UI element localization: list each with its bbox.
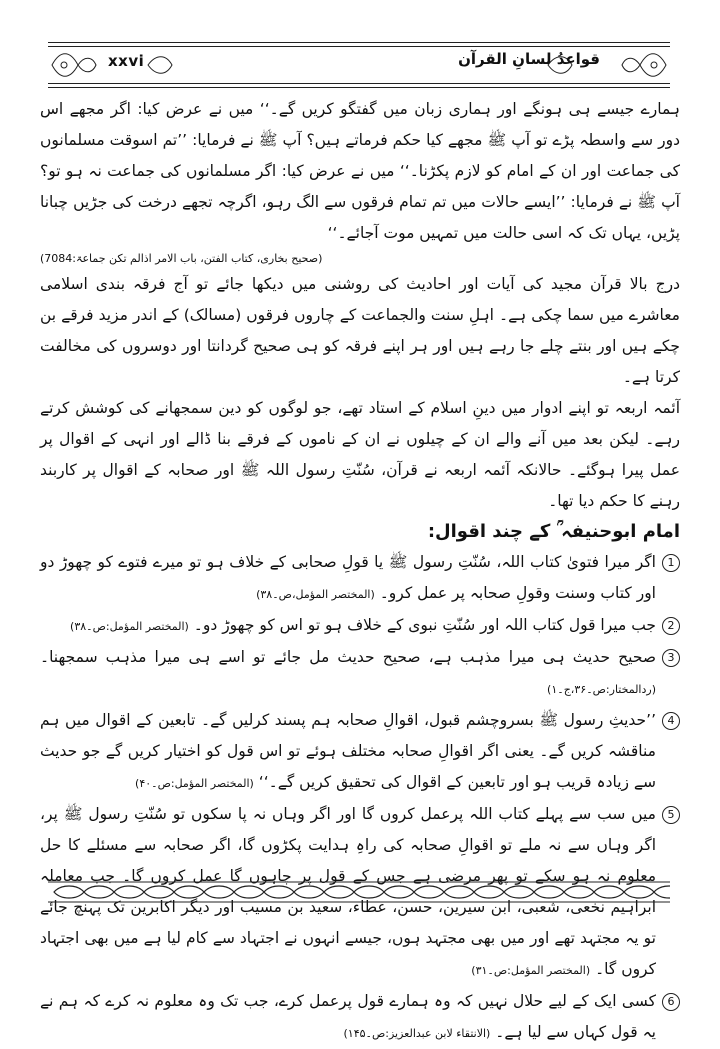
quote-reference: (الانتقاء لابن عبدالعزیز:ص۔۱۴۵) (343, 1027, 491, 1040)
book-title: قواعدُ لسانِ القرآن (458, 50, 600, 68)
quote-item (40, 547, 680, 610)
paragraph: آئمہ اربعہ تو اپنے ادوار میں دینِ اسلام کے استاد تھے، جو لوگوں کو دین سمجھانے کی کوشش کرتے رہے۔ لیکن بعد میں آنے والے ان کے چیلوں نے ان کے ناموں کے فرقے بنا ڈالے اور انہی کے اقوال پر عمل پیرا ہوگئے۔ حالانکہ آئمہ اربعہ نے قرآن، سُنّتِ رسول اللہ ﷺ اور صحابہ کے اقوال پر کاربند رہنے کا حکم دیا تھا۔ (40, 399, 680, 510)
paragraph: ہمارے جیسے ہی ہونگے اور ہماری زبان میں گفتگو کریں گے۔‘‘ میں نے عرض کیا: اگر مجھے اس دور سے واسطہ پڑے تو آپ ﷺ مجھے کیا حکم فرماتے ہیں؟ آپ ﷺ نے فرمایا: ’’تم اسوقت مسلمانوں کی جماعت اور ان کے امام کو لازم پکڑنا۔‘‘ میں نے عرض کیا: اگر مسلمانوں کی جماعت نہ ہو تو؟ آپ ﷺ نے فرمایا: ’’ایسے حالات میں تم تمام فرقوں سے الگ رہو، اگرچہ تجھے درخت کی جڑیں چبانا پڑیں، یہاں تک کہ اسی حالت میں تمہیں موت آجائے۔‘‘ (40, 100, 680, 242)
quote-text: کسی ایک کے لیے حلال نہیں کہ وہ ہمارے قول پرعمل کرے، جب تک وہ معلوم نہ کرے کہ ہم نے یہ قول کہاں سے لیا ہے۔ (40, 992, 656, 1041)
chain-link (144, 886, 174, 898)
quote-reference: (المختصر المؤمل:ص۔۴۰) (135, 777, 254, 790)
chain-link (564, 886, 594, 898)
chain-link (54, 886, 84, 898)
quote-text: ’’حدیثِ رسول ﷺ بسروچشم قبول، اقوالِ صحابہ ہم پسند کرلیں گے۔ تابعین کے اقوال میں ہم مناقشہ کریں گے۔ یعنی اگر اقوالِ صحابہ مختلف ہوئے تو اس قول کو اختیار کریں گے جو حدیث سے زیادہ قریب ہو اور تابعین کے اقوال کی تحقیق کریں گے۔‘‘ (40, 711, 656, 791)
chain-link (264, 886, 294, 898)
footer-ornament (48, 878, 670, 906)
chain-link (354, 886, 384, 898)
chain-link (174, 886, 204, 898)
chain-link (384, 886, 414, 898)
chain-link (414, 886, 444, 898)
page-number: xxvi (108, 52, 145, 70)
circled-number: 4 (662, 712, 680, 730)
quote-text: جب میرا قول کتاب اللہ اور سُنّتِ نبوی کے خلاف ہو تو اس کو چھوڑ دو۔ (193, 616, 656, 634)
chain-link (204, 886, 234, 898)
chain-link (594, 886, 624, 898)
page-header (48, 40, 670, 90)
quote-item (40, 986, 680, 1049)
quote-text: میں سب سے پہلے کتاب اللہ پرعمل کروں گا اور اگر وہاں نہ پا سکوں تو سُنّتِ رسول ﷺ پر، اگر وہاں سے نہ ملے تو اقوالِ صحابہ کی راہِ ہدایت پکڑوں گا، اگر صحابہ سے مسئلے کا حل معلوم نہ ہو سکے تو پھر مرضی ہے جس کے قول پر چاہوں گا عمل کروں گا۔ جب معاملہ ابراہیم نخعی، شعبی، ابن سیرین، حسن، عطاء، سعید بن مسیب اور دیگر اکابرین تک پہنچ جائے تو یہ مجتہد تھے اور میں بھی مجتہد ہوں، جیسے انہوں نے اجتہاد سے کام لیا ہے میں بھی اجتہاد کروں گا۔ (40, 805, 656, 978)
quote-reference: (المختصر المؤمل،ص۔۳۸) (256, 588, 375, 601)
chain-link (504, 886, 534, 898)
chain-link (114, 886, 144, 898)
paragraph: درج بالا قرآن مجید کی آیات اور احادیث کی روشنی میں دیکھا جائے تو آج فرقہ بندی اسلامی معاشرے میں سما چکی ہے۔ اہلِ سنت والجماعت کے چاروں فرقوں (مسالک) کے اندر مزید فرقے بن چکے ہیں اور بنتے چلے جا رہے ہیں اور ہر اپنے فرقہ کو ہی صحیح گردانتا اور دوسروں کی مخالفت کرتا ہے۔ (40, 275, 680, 386)
chain-link (84, 886, 114, 898)
chain-link (444, 886, 474, 898)
chain-link (534, 886, 564, 898)
circled-number: 6 (662, 993, 680, 1011)
quote-text: اگر میرا فتویٰ کتاب اللہ، سُنّتِ رسول ﷺ یا قولِ صحابی کے خلاف ہو تو میرے فتوے کو چھوڑ دو اور کتاب وسنت وقولِ صحابہ پر عمل کرو۔ (40, 553, 656, 602)
chain-link (474, 886, 504, 898)
quote-reference: (المختصر المؤمل:ص۔۳۸) (70, 620, 189, 633)
citation (40, 249, 680, 269)
section-heading: امام ابوحنیفہ ؒ کے چند اقوال: (427, 521, 680, 542)
quote-item (40, 610, 680, 642)
chain-link (654, 886, 670, 898)
chain-link (324, 886, 354, 898)
chain-link (624, 886, 654, 898)
quote-item (40, 705, 680, 799)
chain-link (234, 886, 264, 898)
circled-number: 3 (662, 649, 680, 667)
circled-number: 5 (662, 806, 680, 824)
quote-text: صحیح حدیث ہی میرا مذہب ہے، صحیح حدیث مل جائے تو اسے ہی میرا مذہب سمجھنا۔ (40, 648, 656, 666)
page-footer (48, 878, 670, 906)
quote-reference: (ردالمختار:ص۔۳۶،ج۔۱) (547, 683, 656, 696)
circled-number: 1 (662, 554, 680, 572)
circled-number: 2 (662, 617, 680, 635)
quote-reference: (المختصر المؤمل:ص۔۳۱) (471, 964, 591, 977)
quote-item (40, 642, 680, 705)
chain-link (294, 886, 324, 898)
citation-text: (صحیح بخاری، کتاب الفتن، باب الامر اذالم تکن جماعۃ:7084) (40, 252, 323, 265)
